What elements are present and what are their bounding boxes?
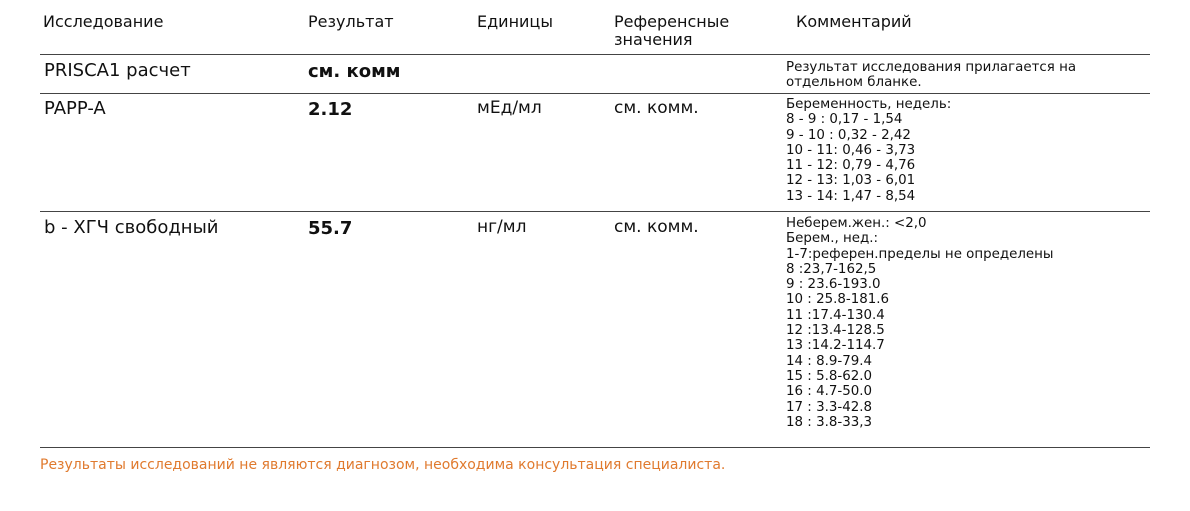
column-header-result: Результат	[308, 12, 394, 31]
row-result-value: см. комм	[308, 61, 401, 82]
comment-line: Беременность, недель:	[786, 97, 952, 112]
row-test-name: b - ХГЧ свободный	[44, 217, 219, 238]
column-header-reference-line2: значения	[614, 30, 693, 49]
comment-line: отдельном бланке.	[786, 75, 922, 91]
row-comment	[786, 97, 951, 204]
row-result-value: 55.7	[308, 218, 353, 239]
column-header-reference-line1: Референсные	[614, 12, 730, 31]
comment-line: 13 - 14: 1,47 - 8,54	[786, 188, 916, 204]
comment-line: 11 - 12: 0,79 - 4,76	[786, 158, 916, 174]
comment-line: 14 : 8.9-79.4	[786, 353, 873, 369]
comment-line: 1-7:референ.пределы не определены	[786, 246, 1054, 262]
comment-line: 12 - 13: 1,03 - 6,01	[786, 173, 916, 189]
comment-line: 13 :14.2-114.7	[786, 338, 885, 354]
row-test-name: PAPP-A	[44, 98, 106, 119]
comment-line: 17 : 3.3-42.8	[786, 399, 873, 415]
comment-line: 10 : 25.8-181.6	[786, 292, 890, 308]
table-bottom-divider	[40, 447, 1150, 448]
comment-line: 10 - 11: 0,46 - 3,73	[786, 142, 916, 158]
row-divider	[40, 93, 1150, 94]
comment-line: 9 : 23.6-193.0	[786, 277, 881, 293]
comment-line: Неберем.жен.: <2,0	[786, 216, 927, 231]
header-divider	[40, 54, 1150, 55]
comment-line: 18 : 3.8-33,3	[786, 414, 873, 430]
comment-line: Результат исследования прилагается на	[786, 60, 1077, 75]
comment-line: 16 : 4.7-50.0	[786, 384, 873, 400]
row-units: нг/мл	[477, 217, 527, 237]
column-header-test: Исследование	[43, 12, 164, 31]
disclaimer-text: Результаты исследований не являются диагнозом, необходима консультация специалиста.	[40, 457, 726, 473]
comment-line: 12 :13.4-128.5	[786, 323, 885, 339]
row-test-name: PRISCA1 расчет	[44, 60, 191, 81]
column-header-units: Единицы	[477, 12, 553, 31]
row-comment	[786, 60, 1076, 91]
comment-line: 11 :17.4-130.4	[786, 307, 885, 323]
row-reference: см. комм.	[614, 98, 699, 118]
row-units: мЕд/мл	[477, 98, 542, 118]
row-reference: см. комм.	[614, 217, 699, 237]
row-result-value: 2.12	[308, 99, 353, 120]
column-header-comment: Комментарий	[796, 12, 912, 31]
comment-line: Берем., нед.:	[786, 231, 879, 247]
row-divider	[40, 211, 1150, 212]
row-comment	[786, 216, 1054, 430]
comment-line: 8 - 9 : 0,17 - 1,54	[786, 112, 903, 128]
column-header-reference	[614, 13, 729, 49]
comment-line: 15 : 5.8-62.0	[786, 368, 873, 384]
comment-line: 8 :23,7-162,5	[786, 261, 877, 277]
comment-line: 9 - 10 : 0,32 - 2,42	[786, 127, 911, 143]
